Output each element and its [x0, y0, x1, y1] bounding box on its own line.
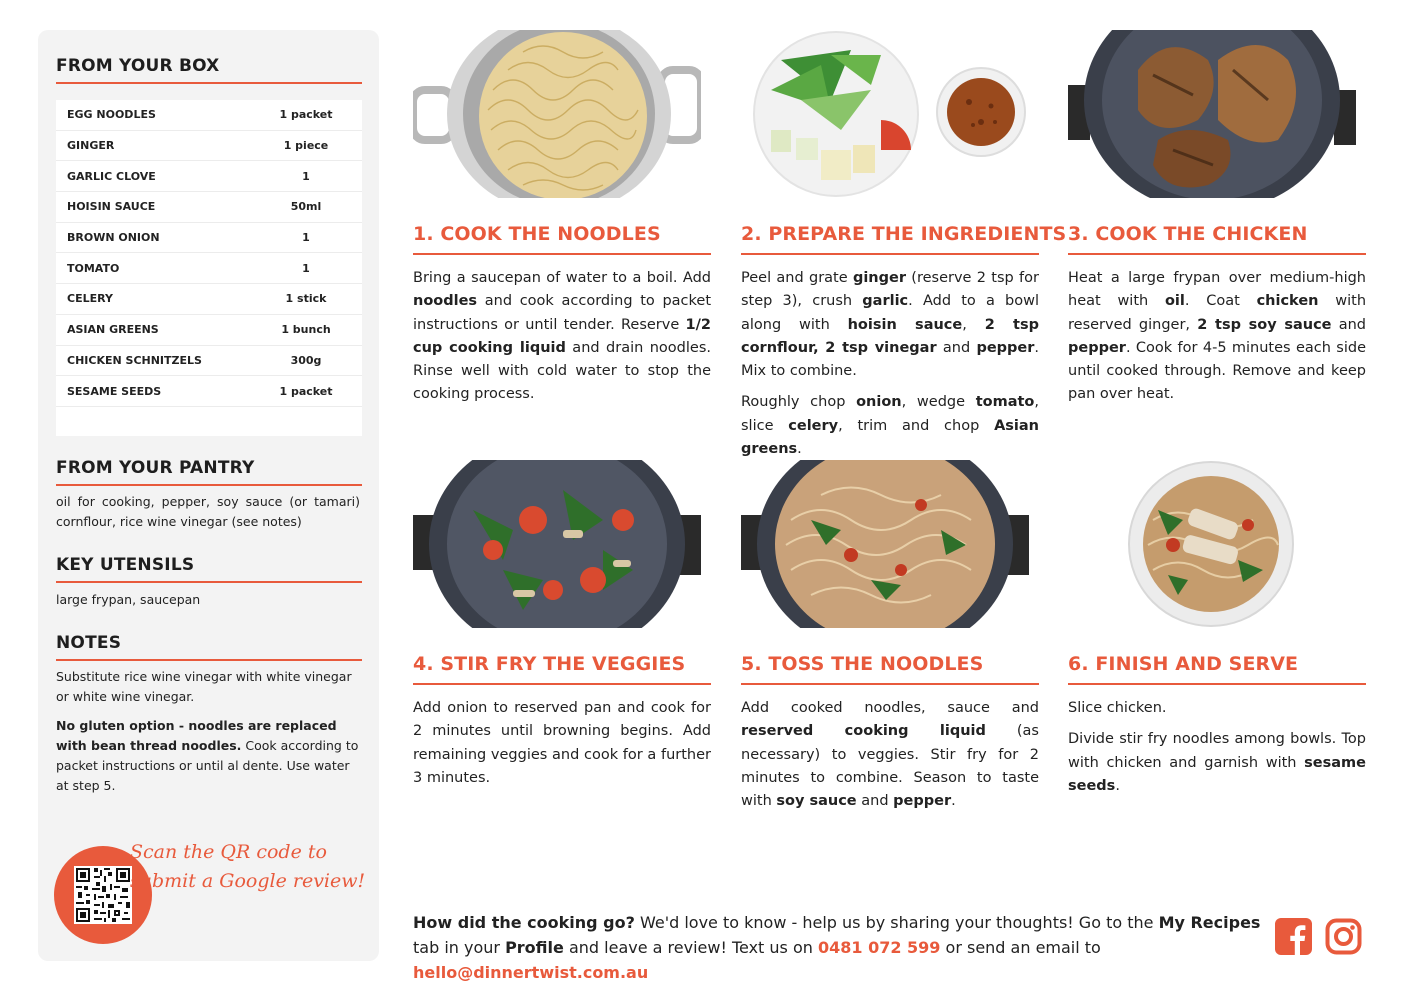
email-link[interactable]: hello@dinnertwist.com.au — [413, 963, 649, 982]
photo-prepared-ingredients — [741, 30, 1039, 198]
qr-code-icon[interactable] — [74, 866, 132, 924]
profile-link[interactable]: Profile — [505, 938, 564, 957]
ingredient-name: HOISIN SAUCE — [67, 200, 156, 214]
ingredient-row — [56, 223, 362, 254]
utensils-heading: KEY UTENSILS — [56, 555, 195, 575]
ingredient-name: CHICKEN SCHNITZELS — [67, 353, 202, 367]
phone-link[interactable]: 0481 072 599 — [817, 938, 941, 957]
step-5-title: 5. TOSS THE NOODLES — [741, 653, 984, 675]
ingredient-name: GARLIC CLOVE — [67, 169, 156, 183]
feedback-footer — [413, 910, 1273, 985]
scan-qr-text — [130, 838, 365, 896]
step-title-underline — [413, 683, 711, 685]
ingredient-name: GINGER — [67, 139, 115, 153]
heading-underline — [56, 581, 362, 583]
ingredient-qty: 1 — [302, 169, 310, 183]
ingredient-qty: 1 — [302, 261, 310, 275]
step-3-title: 3. COOK THE CHICKEN — [1068, 223, 1308, 245]
footer-text: or send an email to — [940, 938, 1101, 957]
ingredient-row — [56, 376, 362, 407]
utensils-text: large frypan, saucepan — [56, 592, 201, 607]
footer-text: and leave a review! Text us on — [563, 938, 818, 957]
footer-text: We'd love to know - help us by sharing your thoughts! Go to the — [634, 913, 1159, 932]
step-1-title: 1. COOK THE NOODLES — [413, 223, 661, 245]
my-recipes-link[interactable]: My Recipes — [1158, 913, 1261, 932]
ingredient-row — [56, 284, 362, 315]
from-box-heading: FROM YOUR BOX — [56, 56, 220, 76]
ingredient-qty: 1 — [302, 231, 310, 245]
ingredient-name: SESAME SEEDS — [67, 384, 162, 398]
scan-line-1: Scan the QR code to — [130, 841, 327, 863]
pantry-heading: FROM YOUR PANTRY — [56, 458, 255, 478]
step-6-body: Slice chicken. Divide stir fry noodles among bowls. Top with chicken and garnish with sesame seeds. — [1068, 700, 1366, 794]
notes-bold: No gluten option - noodles are replaced with bean thread noodles. — [56, 718, 337, 753]
ingredient-qty: 1 stick — [285, 292, 327, 306]
ingredient-row — [56, 315, 362, 346]
heading-underline — [56, 659, 362, 661]
photo-chicken-pan — [1068, 30, 1356, 198]
step-title-underline — [1068, 683, 1366, 685]
photo-finished-dish — [1068, 460, 1366, 628]
ingredient-row — [56, 192, 362, 223]
step-5-body: Add cooked noodles, sauce and reserved cooking liquid (as necessary) to veggies. Stir fry for 2 minutes to combine. Season to taste with soy sauce and pepper. — [741, 700, 1039, 810]
ingredient-qty: 300g — [290, 353, 322, 367]
ingredient-row — [56, 100, 362, 131]
footer-text: tab in your — [413, 938, 506, 957]
step-title-underline — [413, 253, 711, 255]
notes-text-1: Substitute rice wine vinegar with white vinegar or white wine vinegar. — [56, 669, 352, 704]
step-title-underline — [741, 253, 1039, 255]
ingredient-row — [56, 161, 362, 192]
heading-underline — [56, 82, 362, 84]
ingredient-qty: 1 packet — [279, 108, 333, 122]
notes-heading: NOTES — [56, 633, 122, 653]
notes-text-2 — [56, 716, 360, 796]
step-4-body: Add onion to reserved pan and cook for 2 minutes until browning begins. Add remaining veggies and cook for a further 3 minutes. — [413, 700, 711, 786]
ingredient-qty: 50ml — [290, 200, 322, 214]
sidebar — [38, 30, 379, 961]
step-2-title: 2. PREPARE THE INGREDIENTS — [741, 223, 1067, 245]
step-title-underline — [1068, 253, 1366, 255]
photo-toss-noodles — [741, 460, 1029, 628]
ingredient-row — [56, 253, 362, 284]
step-title-underline — [741, 683, 1039, 685]
ingredient-name: CELERY — [67, 292, 113, 306]
ingredient-name: TOMATO — [67, 261, 120, 275]
facebook-icon[interactable] — [1275, 918, 1312, 955]
notes-rest: Cook according to packet instructions or until al dente. Use water at step 5. — [56, 738, 359, 793]
pantry-text: oil for cooking, pepper, soy sauce (or tamari) cornflour, rice wine vinegar (see notes) — [56, 494, 360, 529]
photo-stir-fry-veggies — [413, 460, 701, 628]
step-3-body: Heat a large frypan over medium-high heat with oil. Coat chicken with reserved ginger, 2 tsp soy sauce and pepper. Cook for 4-5 minutes each side until cooked through. Remove and keep pan over heat. — [1068, 270, 1367, 403]
step-2-body: Peel and grate ginger (reserve 2 tsp for step 3), crush garlic. Add to a bowl along with hoisin sauce, 2 tsp cornflour, 2 tsp vinegar and pepper. Mix to combine. Roughly chop onion, wedge tomato, slice celery, trim and chop Asian greens. — [741, 270, 1040, 458]
footer-question: How did the cooking go? — [413, 913, 635, 932]
instagram-icon[interactable] — [1325, 918, 1362, 955]
scan-line-2: submit a Google review! — [130, 870, 366, 892]
heading-underline — [56, 484, 362, 486]
ingredient-qty: 1 piece — [283, 139, 329, 153]
step-1-body: Bring a saucepan of water to a boil. Add noodles and cook according to packet instructions or until tender. Reserve 1/2 cup cooking liquid and drain noodles. Rinse well with cold water to stop the cooking process. — [413, 270, 711, 403]
ingredient-name: BROWN ONION — [67, 231, 160, 245]
ingredient-row — [56, 346, 362, 377]
step-6-title: 6. FINISH AND SERVE — [1068, 653, 1299, 675]
ingredient-qty: 1 packet — [279, 384, 333, 398]
ingredient-qty: 1 bunch — [281, 323, 331, 337]
step-4-title: 4. STIR FRY THE VEGGIES — [413, 653, 686, 675]
ingredient-table — [56, 100, 362, 436]
ingredient-name: EGG NOODLES — [67, 108, 156, 122]
ingredient-row — [56, 131, 362, 162]
photo-noodles-colander — [413, 30, 701, 198]
ingredient-name: ASIAN GREENS — [67, 323, 159, 337]
